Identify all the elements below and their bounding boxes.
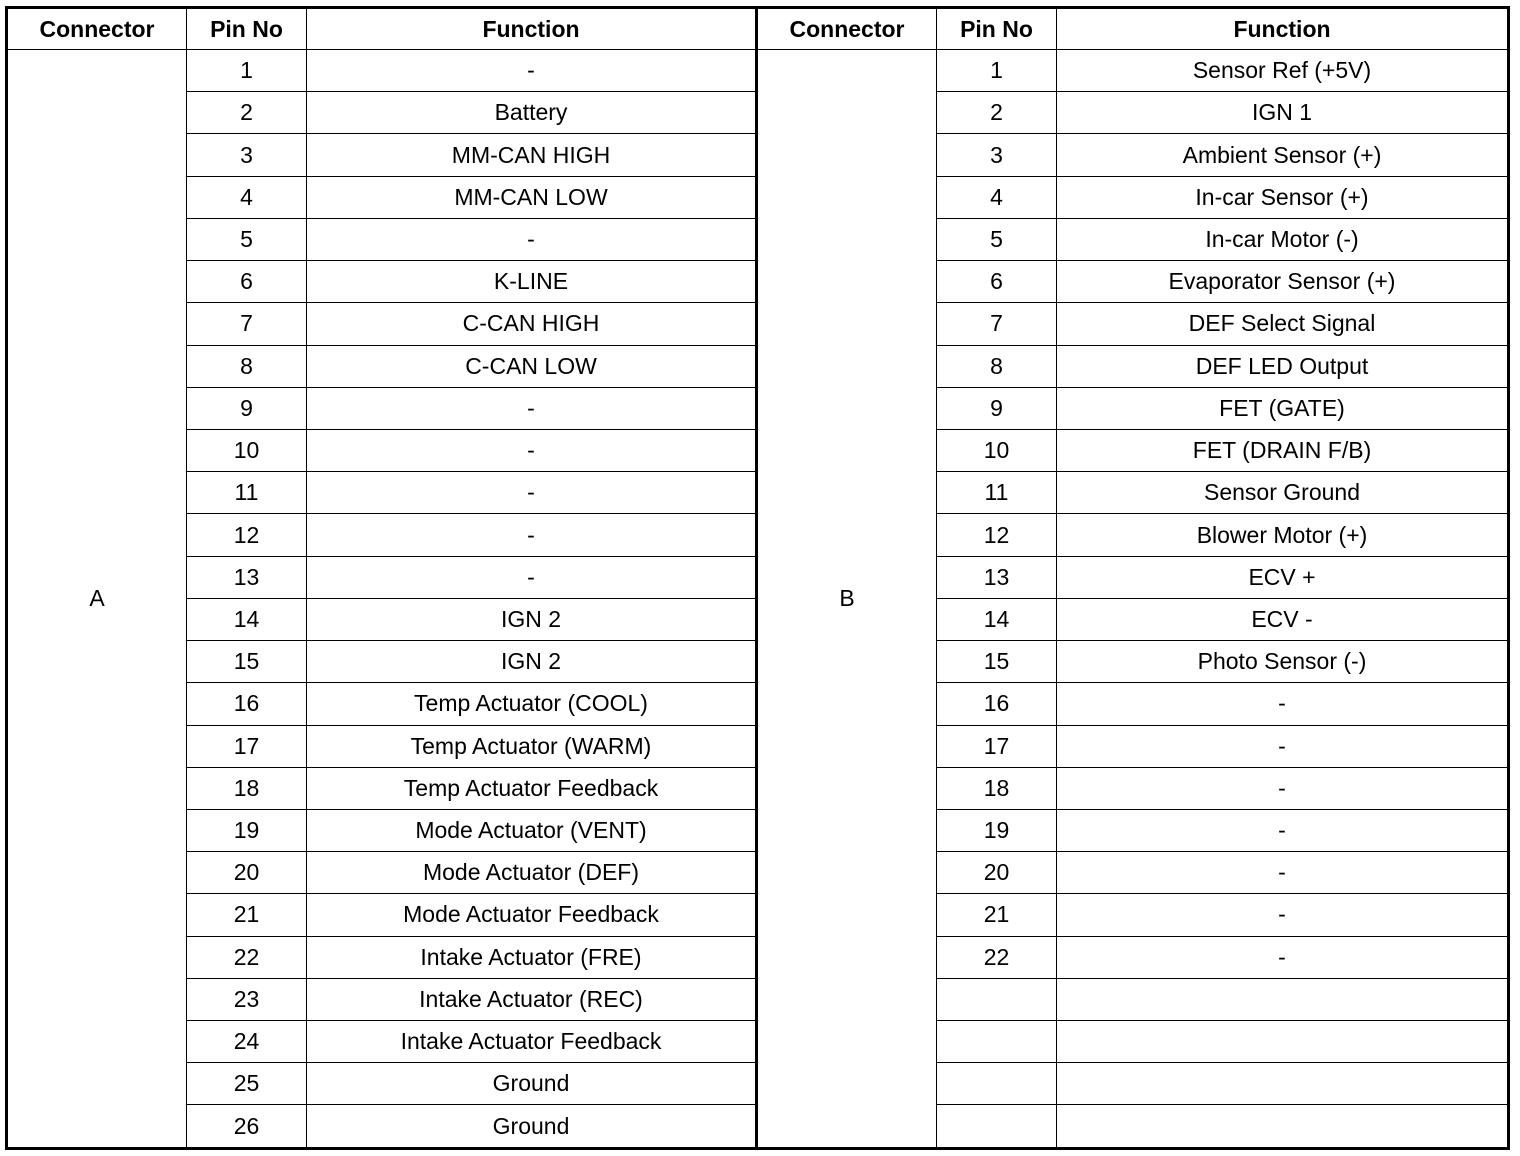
pin-function-a: Mode Actuator (VENT) <box>307 809 757 851</box>
header-pin-no-a: Pin No <box>187 8 307 50</box>
pin-number-a: 7 <box>187 303 307 345</box>
pin-function-a: - <box>307 556 757 598</box>
pin-function-b: - <box>1057 683 1509 725</box>
pin-number-a: 22 <box>187 936 307 978</box>
pin-function-a: Mode Actuator Feedback <box>307 894 757 936</box>
pin-number-a: 24 <box>187 1021 307 1063</box>
pin-function-b <box>1057 978 1509 1020</box>
pin-function-b: - <box>1057 725 1509 767</box>
header-pin-no-b: Pin No <box>937 8 1057 50</box>
pin-number-a: 20 <box>187 852 307 894</box>
pin-number-b: 5 <box>937 218 1057 260</box>
pin-number-a: 15 <box>187 641 307 683</box>
pin-number-a: 13 <box>187 556 307 598</box>
pin-function-b: Blower Motor (+) <box>1057 514 1509 556</box>
pin-function-a: MM-CAN LOW <box>307 176 757 218</box>
pin-function-a: - <box>307 50 757 92</box>
table-row <box>7 50 1509 92</box>
pin-number-b: 13 <box>937 556 1057 598</box>
pin-number-b: 7 <box>937 303 1057 345</box>
pin-number-a: 1 <box>187 50 307 92</box>
pin-number-a: 21 <box>187 894 307 936</box>
pin-function-b: IGN 1 <box>1057 92 1509 134</box>
pin-function-a: Intake Actuator Feedback <box>307 1021 757 1063</box>
pin-function-b: DEF Select Signal <box>1057 303 1509 345</box>
pin-function-a: Temp Actuator (COOL) <box>307 683 757 725</box>
pin-function-a: MM-CAN HIGH <box>307 134 757 176</box>
pin-number-b: 12 <box>937 514 1057 556</box>
pin-number-b <box>937 978 1057 1020</box>
pin-number-b: 9 <box>937 387 1057 429</box>
pin-number-b: 20 <box>937 852 1057 894</box>
pin-number-b: 14 <box>937 598 1057 640</box>
pin-number-a: 23 <box>187 978 307 1020</box>
pin-function-b <box>1057 1063 1509 1105</box>
pin-number-b: 1 <box>937 50 1057 92</box>
header-row <box>7 8 1509 50</box>
header-function-b: Function <box>1057 8 1509 50</box>
pin-number-a: 16 <box>187 683 307 725</box>
pin-number-b: 8 <box>937 345 1057 387</box>
pin-number-a: 10 <box>187 429 307 471</box>
pin-function-a: Intake Actuator (REC) <box>307 978 757 1020</box>
pin-function-a: Mode Actuator (DEF) <box>307 852 757 894</box>
pin-function-b: - <box>1057 767 1509 809</box>
pin-function-b <box>1057 1105 1509 1149</box>
pin-number-a: 26 <box>187 1105 307 1149</box>
pin-function-a: - <box>307 387 757 429</box>
pin-number-b: 2 <box>937 92 1057 134</box>
pin-number-a: 11 <box>187 472 307 514</box>
pin-function-b: - <box>1057 936 1509 978</box>
pin-function-a: Temp Actuator (WARM) <box>307 725 757 767</box>
pin-number-b: 11 <box>937 472 1057 514</box>
pin-function-b: DEF LED Output <box>1057 345 1509 387</box>
pin-number-b <box>937 1021 1057 1063</box>
pin-function-a: C-CAN HIGH <box>307 303 757 345</box>
header-connector-a: Connector <box>7 8 187 50</box>
pin-function-b: ECV + <box>1057 556 1509 598</box>
pin-function-a: Ground <box>307 1063 757 1105</box>
pin-function-b: - <box>1057 809 1509 851</box>
pin-number-a: 14 <box>187 598 307 640</box>
pin-number-b: 3 <box>937 134 1057 176</box>
pin-number-a: 9 <box>187 387 307 429</box>
pin-number-a: 6 <box>187 261 307 303</box>
pin-number-b: 21 <box>937 894 1057 936</box>
pin-number-a: 17 <box>187 725 307 767</box>
pin-function-a: - <box>307 429 757 471</box>
pin-number-a: 3 <box>187 134 307 176</box>
connector-b-label: B <box>757 50 937 1149</box>
pin-function-b: FET (GATE) <box>1057 387 1509 429</box>
pin-function-b: In-car Motor (-) <box>1057 218 1509 260</box>
pin-function-a: IGN 2 <box>307 641 757 683</box>
pin-function-a: Ground <box>307 1105 757 1149</box>
pin-function-b: - <box>1057 894 1509 936</box>
pin-number-a: 25 <box>187 1063 307 1105</box>
pin-function-a: Intake Actuator (FRE) <box>307 936 757 978</box>
pin-function-a: - <box>307 472 757 514</box>
pin-number-b: 10 <box>937 429 1057 471</box>
header-connector-b: Connector <box>757 8 937 50</box>
pin-function-b: - <box>1057 852 1509 894</box>
connector-pin-table <box>5 6 1510 1150</box>
pin-function-b: Evaporator Sensor (+) <box>1057 261 1509 303</box>
pin-number-b: 4 <box>937 176 1057 218</box>
pin-number-b: 16 <box>937 683 1057 725</box>
pin-number-b: 19 <box>937 809 1057 851</box>
pin-number-a: 4 <box>187 176 307 218</box>
header-function-a: Function <box>307 8 757 50</box>
pin-number-a: 5 <box>187 218 307 260</box>
pin-number-b: 17 <box>937 725 1057 767</box>
pin-number-b <box>937 1063 1057 1105</box>
pin-number-a: 12 <box>187 514 307 556</box>
connector-a-label: A <box>7 50 187 1149</box>
pin-number-b: 18 <box>937 767 1057 809</box>
pin-number-b: 22 <box>937 936 1057 978</box>
pin-number-b <box>937 1105 1057 1149</box>
pin-number-a: 8 <box>187 345 307 387</box>
pin-function-a: Temp Actuator Feedback <box>307 767 757 809</box>
pin-function-a: C-CAN LOW <box>307 345 757 387</box>
pin-rows <box>7 50 1509 1149</box>
pin-number-b: 6 <box>937 261 1057 303</box>
pin-function-a: K-LINE <box>307 261 757 303</box>
pin-function-b: Sensor Ground <box>1057 472 1509 514</box>
pin-function-b: In-car Sensor (+) <box>1057 176 1509 218</box>
pin-number-a: 2 <box>187 92 307 134</box>
pin-function-b: FET (DRAIN F/B) <box>1057 429 1509 471</box>
pin-function-a: - <box>307 514 757 556</box>
pin-function-b: Ambient Sensor (+) <box>1057 134 1509 176</box>
pin-function-a: IGN 2 <box>307 598 757 640</box>
pin-number-a: 18 <box>187 767 307 809</box>
pin-function-b: ECV - <box>1057 598 1509 640</box>
pin-function-b: Sensor Ref (+5V) <box>1057 50 1509 92</box>
pin-function-b <box>1057 1021 1509 1063</box>
pin-number-a: 19 <box>187 809 307 851</box>
pin-function-a: - <box>307 218 757 260</box>
pin-function-a: Battery <box>307 92 757 134</box>
pin-number-b: 15 <box>937 641 1057 683</box>
pin-function-b: Photo Sensor (-) <box>1057 641 1509 683</box>
